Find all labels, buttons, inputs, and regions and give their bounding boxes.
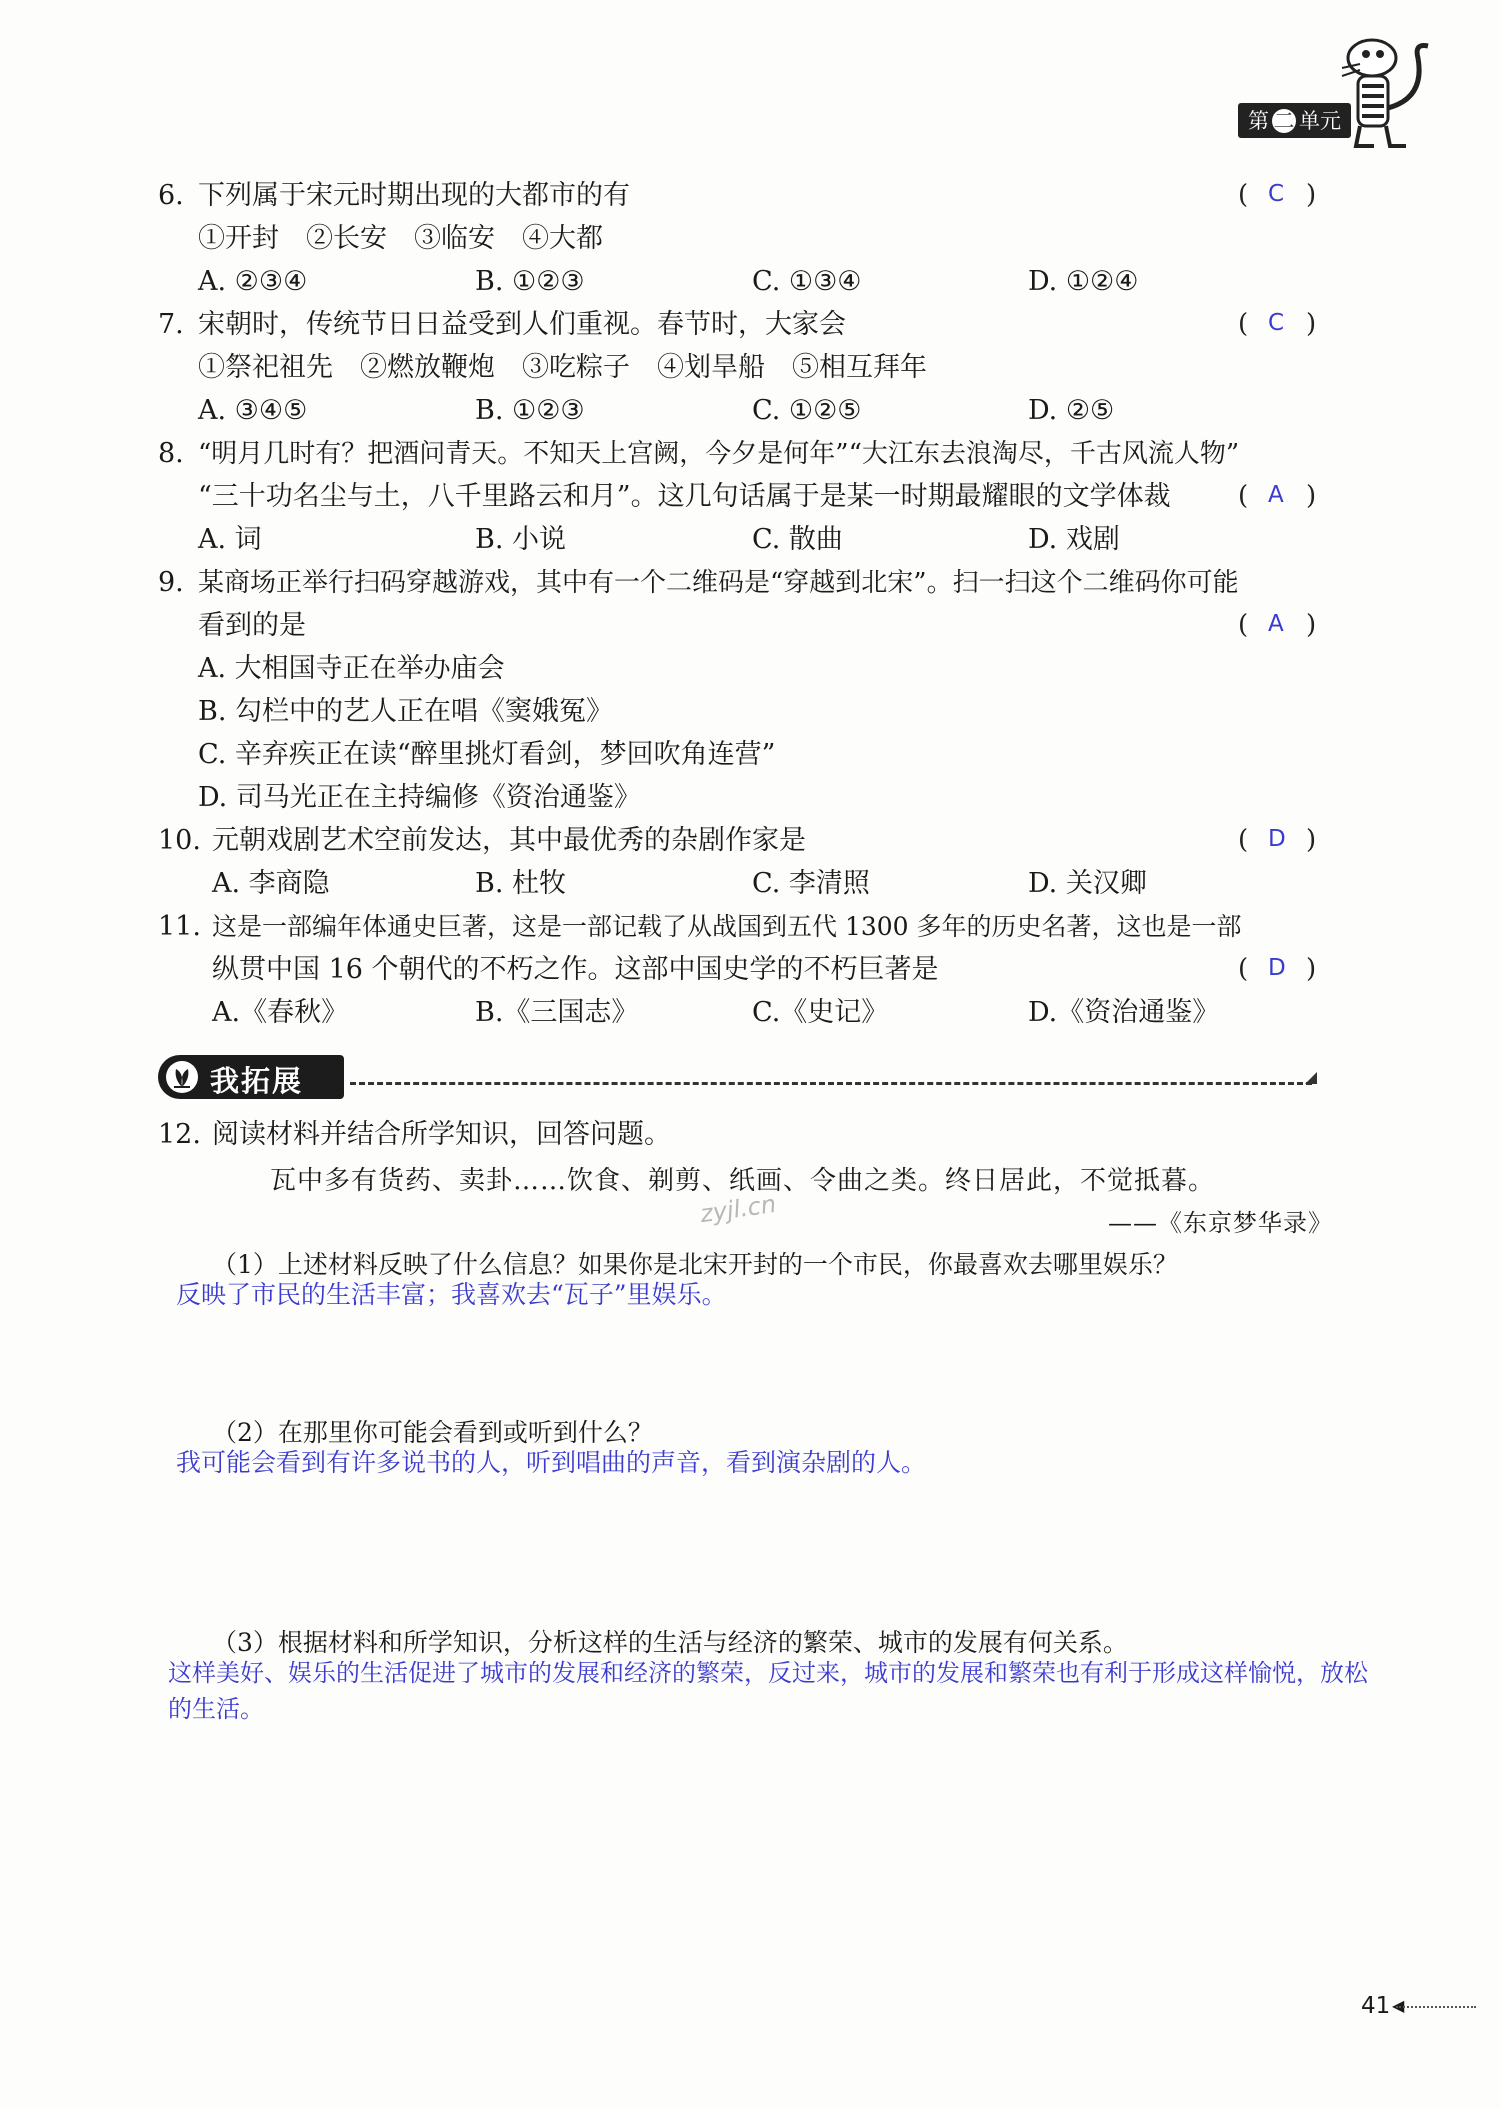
question-12-answer1: 反映了市民的生活丰富；我喜欢去“瓦子”里娱乐。 [176, 1280, 727, 1309]
question-9-stem: 某商场正举行扫码穿越游戏，其中有一个二维码是“穿越到北宋”。扫一扫这个二维码你可能 [198, 568, 1239, 598]
question-9-option-c: C. 辛弃疾正在读“醉里挑灯看剑，梦回吹角连营” [198, 739, 776, 770]
question-7-paren-close: ) [1306, 309, 1317, 339]
question-6-option-d: D. ①②④ [1028, 266, 1139, 297]
unit-badge-prefix: 第 [1248, 109, 1269, 133]
question-6-option-b: B. ①②③ [475, 266, 585, 297]
question-10-option-b: B. 杜牧 [475, 868, 567, 899]
question-6-option-a: A. ②③④ [198, 266, 308, 297]
question-6-number: 6. [158, 180, 184, 211]
question-11-option-d: D.《资治通鉴》 [1028, 997, 1220, 1028]
question-9-option-a: A. 大相国寺正在举办庙会 [198, 653, 505, 684]
tiger-mascot-icon [1330, 28, 1450, 158]
question-8-option-a: A. 词 [198, 524, 262, 555]
question-7-answer: C [1268, 310, 1285, 336]
question-12-source: ——《东京梦华录》 [1108, 1209, 1333, 1237]
unit-badge-suffix: 单元 [1299, 109, 1341, 133]
watermark: zyjl.cn [698, 1189, 778, 1229]
question-8-option-b: B. 小说 [475, 524, 567, 555]
question-6-option-c: C. ①③④ [752, 266, 862, 297]
unit-badge-number: 二 [1273, 109, 1295, 133]
question-9-stem-line2: 看到的是 [198, 610, 306, 641]
question-11-answer: D [1268, 955, 1286, 981]
question-11-paren-close: ) [1306, 954, 1317, 984]
question-10-paren-open: ( [1238, 825, 1249, 855]
question-7-option-c: C. ①②⑤ [752, 395, 862, 426]
page-number-dots [1396, 2006, 1476, 2008]
page-arrow-icon: ◀ [1392, 1996, 1405, 2015]
question-7-items: ①祭祀祖先 ②燃放鞭炮 ③吃粽子 ④划旱船 ⑤相互拜年 [198, 352, 927, 383]
question-8-option-c: C. 散曲 [752, 524, 843, 555]
question-9-paren-open: ( [1238, 610, 1249, 640]
question-7-stem: 宋朝时，传统节日日益受到人们重视。春节时，大家会 [198, 309, 846, 340]
question-10-number: 10. [158, 825, 201, 856]
question-8-paren-open: ( [1238, 481, 1249, 511]
question-11-stem-line2: 纵贯中国 16 个朝代的不朽之作。这部中国史学的不朽巨著是 [212, 954, 939, 985]
question-11-paren-open: ( [1238, 954, 1249, 984]
question-8-answer: A [1268, 482, 1284, 508]
section-title: 我拓展 [210, 1064, 304, 1098]
question-7-paren-open: ( [1238, 309, 1249, 339]
page-number: 41 [1361, 1993, 1391, 2019]
question-12-sub2: （2）在那里你可能会看到或听到什么？ [212, 1418, 653, 1447]
question-8-number: 8. [158, 438, 184, 469]
question-7-option-b: B. ①②③ [475, 395, 585, 426]
question-7-number: 7. [158, 309, 184, 340]
question-8-option-d: D. 戏剧 [1028, 524, 1120, 555]
question-6-paren-close: ) [1306, 180, 1317, 210]
question-10-stem: 元朝戏剧艺术空前发达，其中最优秀的杂剧作家是 [212, 825, 806, 856]
leaf-icon [166, 1061, 198, 1093]
question-10-paren-close: ) [1306, 825, 1317, 855]
divider-end-triangle-icon [1305, 1072, 1317, 1086]
question-10-answer: D [1268, 826, 1286, 852]
question-12-answer2: 我可能会看到有许多说书的人，听到唱曲的声音，看到演杂剧的人。 [176, 1448, 927, 1477]
question-12-stem: 阅读材料并结合所学知识，回答问题。 [212, 1119, 671, 1150]
question-10-option-a: A. 李商隐 [212, 868, 330, 899]
question-9-option-b: B. 勾栏中的艺人正在唱《窦娥冤》 [198, 696, 614, 727]
question-8-stem-line2: “三十功名尘与土，八千里路云和月”。这几句话属于是某一时期最耀眼的文学体裁 [198, 481, 1171, 512]
question-9-answer: A [1268, 611, 1284, 637]
question-10-option-c: C. 李清照 [752, 868, 870, 899]
question-11-stem: 这是一部编年体通史巨著，这是一部记载了从战国到五代 1300 多年的历史名著，这也是一部 [212, 912, 1242, 941]
question-6-stem: 下列属于宋元时期出现的大都市的有 [198, 180, 630, 211]
question-12-number: 12. [158, 1119, 201, 1150]
question-8-stem: “明月几时有？把酒问青天。不知天上宫阙，今夕是何年”“大江东去浪淘尽，千古风流人物” [198, 439, 1240, 469]
question-6-paren-open: ( [1238, 180, 1249, 210]
question-11-option-a: A.《春秋》 [212, 997, 349, 1028]
section-banner [158, 1055, 344, 1099]
question-11-number: 11. [158, 911, 201, 942]
section-divider [350, 1082, 1312, 1085]
question-7-option-a: A. ③④⑤ [198, 395, 308, 426]
question-6-answer: C [1268, 181, 1285, 207]
question-8-paren-close: ) [1306, 481, 1317, 511]
question-12-material: 瓦中多有货药、卖卦……饮食、剃剪、纸画、令曲之类。终日居此，不觉抵暮。 [270, 1166, 1216, 1196]
question-10-option-d: D. 关汉卿 [1028, 868, 1147, 899]
question-12-answer3-line2: 的生活。 [168, 1695, 264, 1723]
question-11-option-c: C.《史记》 [752, 997, 889, 1028]
question-9-paren-close: ) [1306, 610, 1317, 640]
question-12-sub3: （3）根据材料和所学知识，分析这样的生活与经济的繁荣、城市的发展有何关系。 [212, 1628, 1128, 1657]
question-12-answer3-line1: 这样美好、娱乐的生活促进了城市的发展和经济的繁荣，反过来，城市的发展和繁荣也有利于形成这样愉悦，放松 [168, 1659, 1368, 1687]
question-6-items: ①开封 ②长安 ③临安 ④大都 [198, 223, 603, 254]
unit-badge [1238, 103, 1351, 138]
question-12-sub1: （1）上述材料反映了什么信息？如果你是北宋开封的一个市民，你最喜欢去哪里娱乐？ [212, 1250, 1178, 1279]
question-11-option-b: B.《三国志》 [475, 997, 639, 1028]
question-9-option-d: D. 司马光正在主持编修《资治通鉴》 [198, 782, 641, 813]
question-7-option-d: D. ②⑤ [1028, 395, 1115, 426]
question-9-number: 9. [158, 567, 184, 598]
